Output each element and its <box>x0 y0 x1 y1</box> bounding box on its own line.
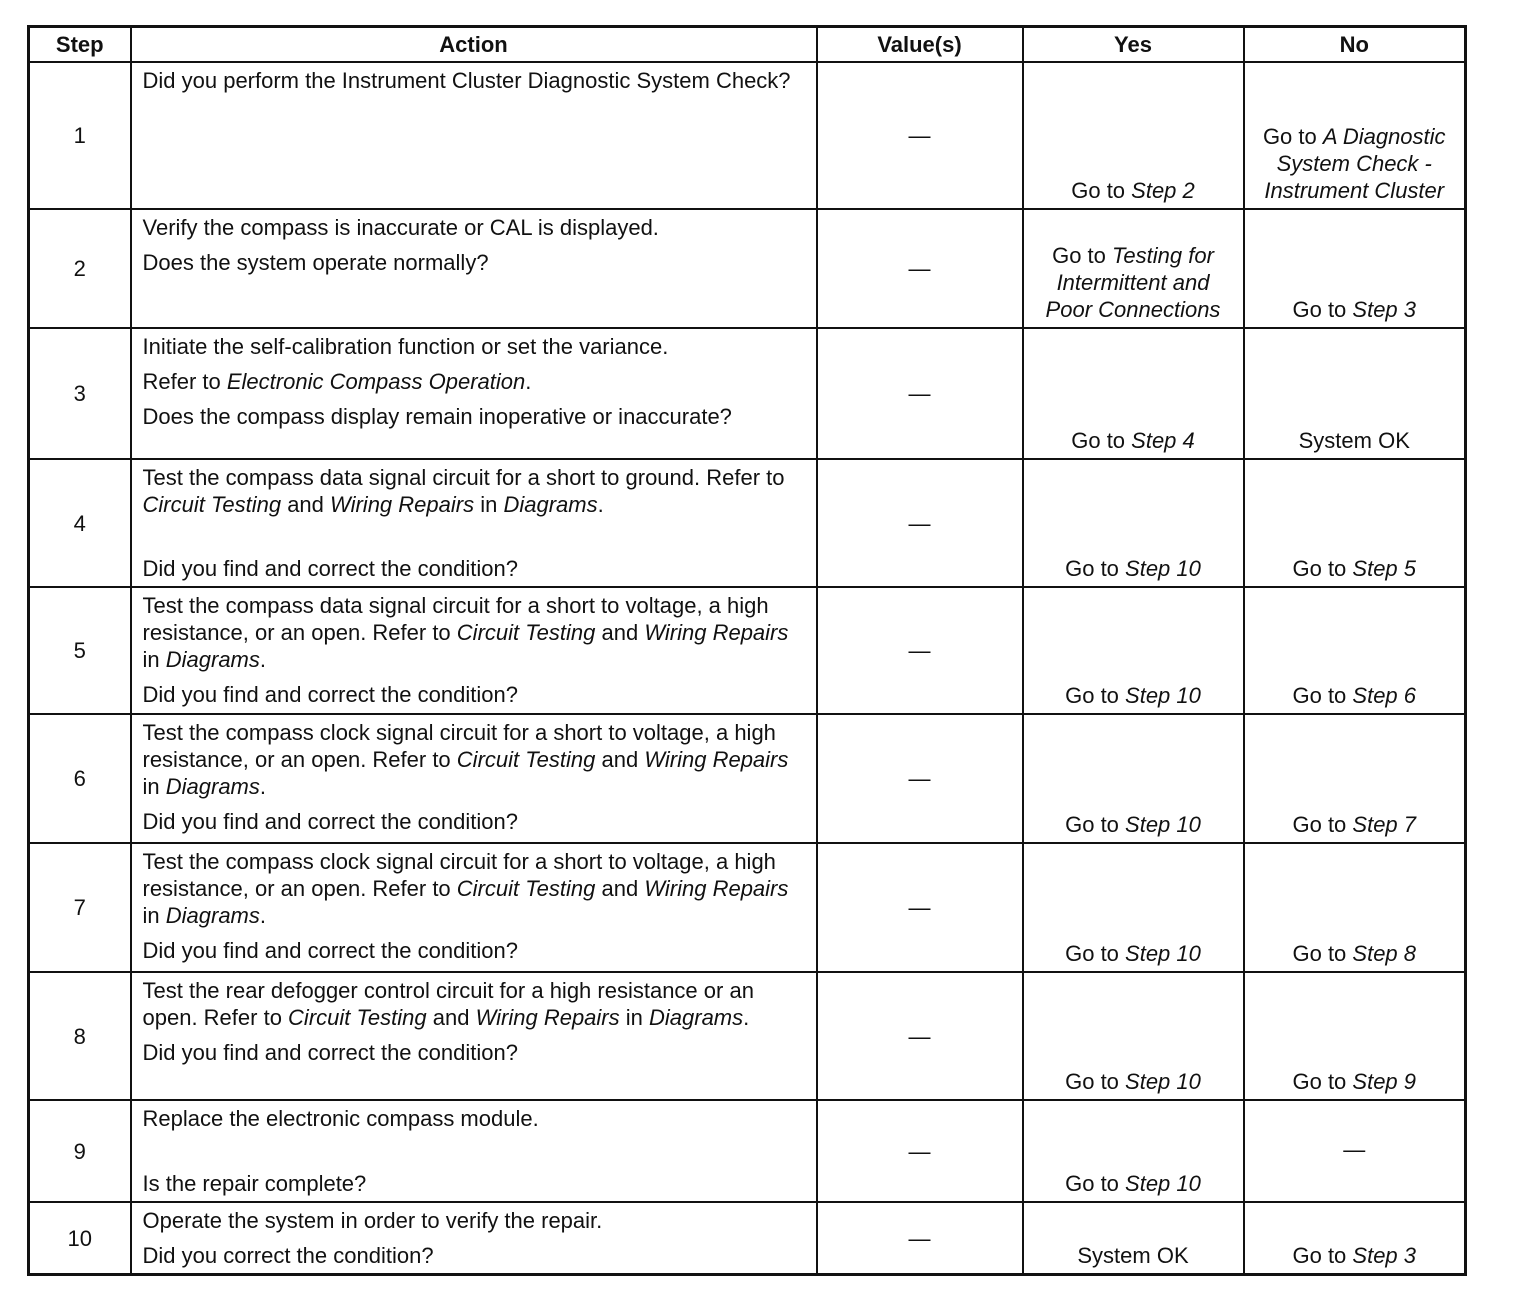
action-run: Diagrams <box>165 774 260 799</box>
action-run: Circuit Testing <box>142 492 282 517</box>
table-row <box>29 459 1466 587</box>
table-row <box>29 62 1466 209</box>
no-run: Go to <box>1292 683 1353 708</box>
yes-run: Step 2 <box>1131 178 1195 203</box>
action-run: in <box>142 647 166 672</box>
action-run: Does the compass display remain inoperative or inaccurate? <box>142 404 732 429</box>
action-run: in <box>619 1005 649 1030</box>
no-run: Go to <box>1292 556 1353 581</box>
no-run: Step 6 <box>1352 683 1417 708</box>
action-question <box>143 681 810 708</box>
action-run: Diagrams <box>165 647 260 672</box>
yes-cell <box>1023 328 1244 459</box>
action-run: and <box>281 492 331 517</box>
yes-run: Step 10 <box>1125 556 1201 581</box>
action-run: Wiring Repairs <box>644 620 789 645</box>
step-number: 2 <box>29 209 131 328</box>
action-instruction <box>143 368 810 395</box>
action-cell <box>131 328 817 459</box>
step-number: 7 <box>29 843 131 972</box>
action-cell <box>131 209 817 328</box>
action-instruction <box>143 848 810 929</box>
action-run: Initiate the self-calibration function or set the variance. <box>142 334 669 359</box>
action-run: Is the repair complete? <box>142 1171 367 1196</box>
header-no: No <box>1244 27 1466 63</box>
action-instruction <box>143 1105 810 1132</box>
table-row <box>29 328 1466 459</box>
header-values: Value(s) <box>817 27 1023 63</box>
no-run: Step 3 <box>1352 1243 1417 1268</box>
step-number: 6 <box>29 714 131 843</box>
action-instruction <box>143 67 810 94</box>
yes-run: Go to <box>1065 941 1126 966</box>
value-cell: — <box>817 209 1023 328</box>
no-run: Go to <box>1292 297 1353 322</box>
step-number: 4 <box>29 459 131 587</box>
action-run: Test the compass clock signal circuit for a short to voltage, a high resistance, or an open. Refer to <box>142 720 776 772</box>
value-cell: — <box>817 1202 1023 1275</box>
no-run: Go to <box>1262 124 1323 149</box>
action-run: Wiring Repairs <box>475 1005 620 1030</box>
no-cell <box>1244 62 1466 209</box>
value-cell: — <box>817 714 1023 843</box>
yes-cell <box>1023 1202 1244 1275</box>
step-number: 9 <box>29 1100 131 1202</box>
action-cell <box>131 972 817 1100</box>
yes-run: Go to <box>1065 556 1126 581</box>
no-run: Step 9 <box>1352 1069 1417 1094</box>
table-row <box>29 714 1466 843</box>
action-run: in <box>142 903 166 928</box>
action-run: Did you perform the Instrument Cluster Diagnostic System Check? <box>142 68 791 93</box>
action-run: Diagrams <box>649 1005 744 1030</box>
yes-cell <box>1023 587 1244 714</box>
action-instruction <box>143 464 810 518</box>
no-cell <box>1244 587 1466 714</box>
table-row <box>29 587 1466 714</box>
yes-run: System OK <box>1077 1243 1189 1268</box>
yes-run: Step 4 <box>1131 428 1195 453</box>
action-question <box>143 403 810 430</box>
action-cell <box>131 62 817 209</box>
action-run: Did you correct the condition? <box>142 1243 434 1268</box>
action-question <box>143 1242 810 1269</box>
action-run: Test the compass data signal circuit for a short to voltage, a high resistance, or an open. Refer to <box>142 593 769 645</box>
yes-run: Testing for Intermittent and Poor Connections <box>1045 243 1221 322</box>
action-run: Circuit Testing <box>288 1005 427 1030</box>
no-cell <box>1244 714 1466 843</box>
action-run: Did you find and correct the condition? <box>142 938 518 963</box>
yes-cell <box>1023 62 1244 209</box>
action-cell <box>131 1202 817 1275</box>
action-question <box>143 808 810 835</box>
no-run: Go to <box>1292 1243 1353 1268</box>
yes-run: Go to <box>1065 812 1126 837</box>
no-run: Go to <box>1292 941 1353 966</box>
header-step: Step <box>29 27 131 63</box>
action-run: Diagrams <box>165 903 260 928</box>
action-run: Test the compass data signal circuit for a short to ground. Refer to <box>142 465 785 490</box>
action-question <box>143 937 810 964</box>
action-run: Replace the electronic compass module. <box>142 1106 539 1131</box>
value-cell: — <box>817 328 1023 459</box>
yes-cell <box>1023 714 1244 843</box>
table-row <box>29 1202 1466 1275</box>
value-cell: — <box>817 459 1023 587</box>
action-run: and <box>426 1005 476 1030</box>
diagnostic-table <box>27 25 1467 1276</box>
action-question <box>143 249 810 276</box>
action-run: . <box>259 774 267 799</box>
step-number: 3 <box>29 328 131 459</box>
value-cell: — <box>817 843 1023 972</box>
yes-run: Step 10 <box>1125 1171 1201 1196</box>
value-cell: — <box>817 1100 1023 1202</box>
action-run: Did you find and correct the condition? <box>142 1040 518 1065</box>
yes-run: Step 10 <box>1125 812 1201 837</box>
step-number: 10 <box>29 1202 131 1275</box>
yes-cell <box>1023 972 1244 1100</box>
action-run: Did you find and correct the condition? <box>142 682 518 707</box>
action-run: and <box>595 747 645 772</box>
action-instruction <box>143 333 810 360</box>
action-run: Circuit Testing <box>456 747 596 772</box>
header-action: Action <box>131 27 817 63</box>
no-run: Go to <box>1292 812 1353 837</box>
action-run: . <box>525 369 532 394</box>
action-instruction <box>143 719 810 800</box>
table-row <box>29 843 1466 972</box>
action-run: Refer to <box>142 369 227 394</box>
step-number: 1 <box>29 62 131 209</box>
step-number: 5 <box>29 587 131 714</box>
action-run: . <box>743 1005 750 1030</box>
action-run: Test the rear defogger control circuit for a high resistance or an open. Refer to <box>142 978 754 1030</box>
no-run: Step 7 <box>1352 812 1417 837</box>
no-run: Step 8 <box>1352 941 1417 966</box>
no-run: Go to <box>1292 1069 1353 1094</box>
value-cell: — <box>817 587 1023 714</box>
no-cell <box>1244 459 1466 587</box>
action-run: Circuit Testing <box>456 876 596 901</box>
step-number: 8 <box>29 972 131 1100</box>
yes-cell <box>1023 843 1244 972</box>
action-run: . <box>259 903 267 928</box>
yes-run: Step 10 <box>1125 1069 1201 1094</box>
yes-run: Go to <box>1052 243 1112 268</box>
action-question <box>143 1039 810 1066</box>
no-cell <box>1244 1100 1466 1202</box>
table-row <box>29 1100 1466 1202</box>
action-run: Did you find and correct the condition? <box>142 556 518 581</box>
no-cell <box>1244 328 1466 459</box>
action-run: and <box>595 876 645 901</box>
action-run: Wiring Repairs <box>644 747 789 772</box>
yes-run: Go to <box>1065 683 1126 708</box>
table-row <box>29 972 1466 1100</box>
action-cell <box>131 843 817 972</box>
yes-cell <box>1023 209 1244 328</box>
action-instruction <box>143 214 810 241</box>
yes-cell <box>1023 1100 1244 1202</box>
action-instruction <box>143 592 810 673</box>
action-run: Operate the system in order to verify the repair. <box>142 1208 603 1233</box>
yes-run: Go to <box>1065 1171 1126 1196</box>
action-question <box>143 555 810 582</box>
action-cell <box>131 1100 817 1202</box>
action-cell <box>131 714 817 843</box>
no-run: System OK <box>1298 428 1410 453</box>
header-row <box>29 27 1466 63</box>
action-run: . <box>597 492 604 517</box>
action-run: in <box>142 774 166 799</box>
table-row <box>29 209 1466 328</box>
no-cell <box>1244 1202 1466 1275</box>
yes-cell <box>1023 459 1244 587</box>
yes-run: Go to <box>1071 178 1132 203</box>
action-run: Circuit Testing <box>456 620 596 645</box>
yes-run: Step 10 <box>1125 683 1201 708</box>
action-run: in <box>474 492 504 517</box>
action-run: . <box>259 647 267 672</box>
action-instruction <box>143 1207 810 1234</box>
action-run: Test the compass clock signal circuit for a short to voltage, a high resistance, or an open. Refer to <box>142 849 776 901</box>
action-run: Verify the compass is inaccurate or CAL is displayed. <box>142 215 659 240</box>
action-run: Diagrams <box>503 492 598 517</box>
action-run: Wiring Repairs <box>330 492 475 517</box>
action-instruction <box>143 977 810 1031</box>
no-cell <box>1244 972 1466 1100</box>
action-cell <box>131 587 817 714</box>
no-run: Step 5 <box>1352 556 1417 581</box>
no-run: A Diagnostic System Check - Instrument Cluster <box>1264 124 1446 203</box>
yes-run: Go to <box>1065 1069 1126 1094</box>
header-yes: Yes <box>1023 27 1244 63</box>
action-cell <box>131 459 817 587</box>
action-run: Electronic Compass Operation <box>226 369 526 394</box>
value-cell: — <box>817 972 1023 1100</box>
no-run: — <box>1343 1136 1366 1162</box>
action-run: Did you find and correct the condition? <box>142 809 518 834</box>
no-run: Step 3 <box>1352 297 1417 322</box>
action-question <box>143 1170 810 1197</box>
yes-run: Go to <box>1071 428 1132 453</box>
yes-run: Step 10 <box>1125 941 1201 966</box>
value-cell: — <box>817 62 1023 209</box>
no-cell <box>1244 209 1466 328</box>
action-run: and <box>595 620 645 645</box>
action-run: Does the system operate normally? <box>142 250 489 275</box>
no-cell <box>1244 843 1466 972</box>
action-run: Wiring Repairs <box>644 876 789 901</box>
